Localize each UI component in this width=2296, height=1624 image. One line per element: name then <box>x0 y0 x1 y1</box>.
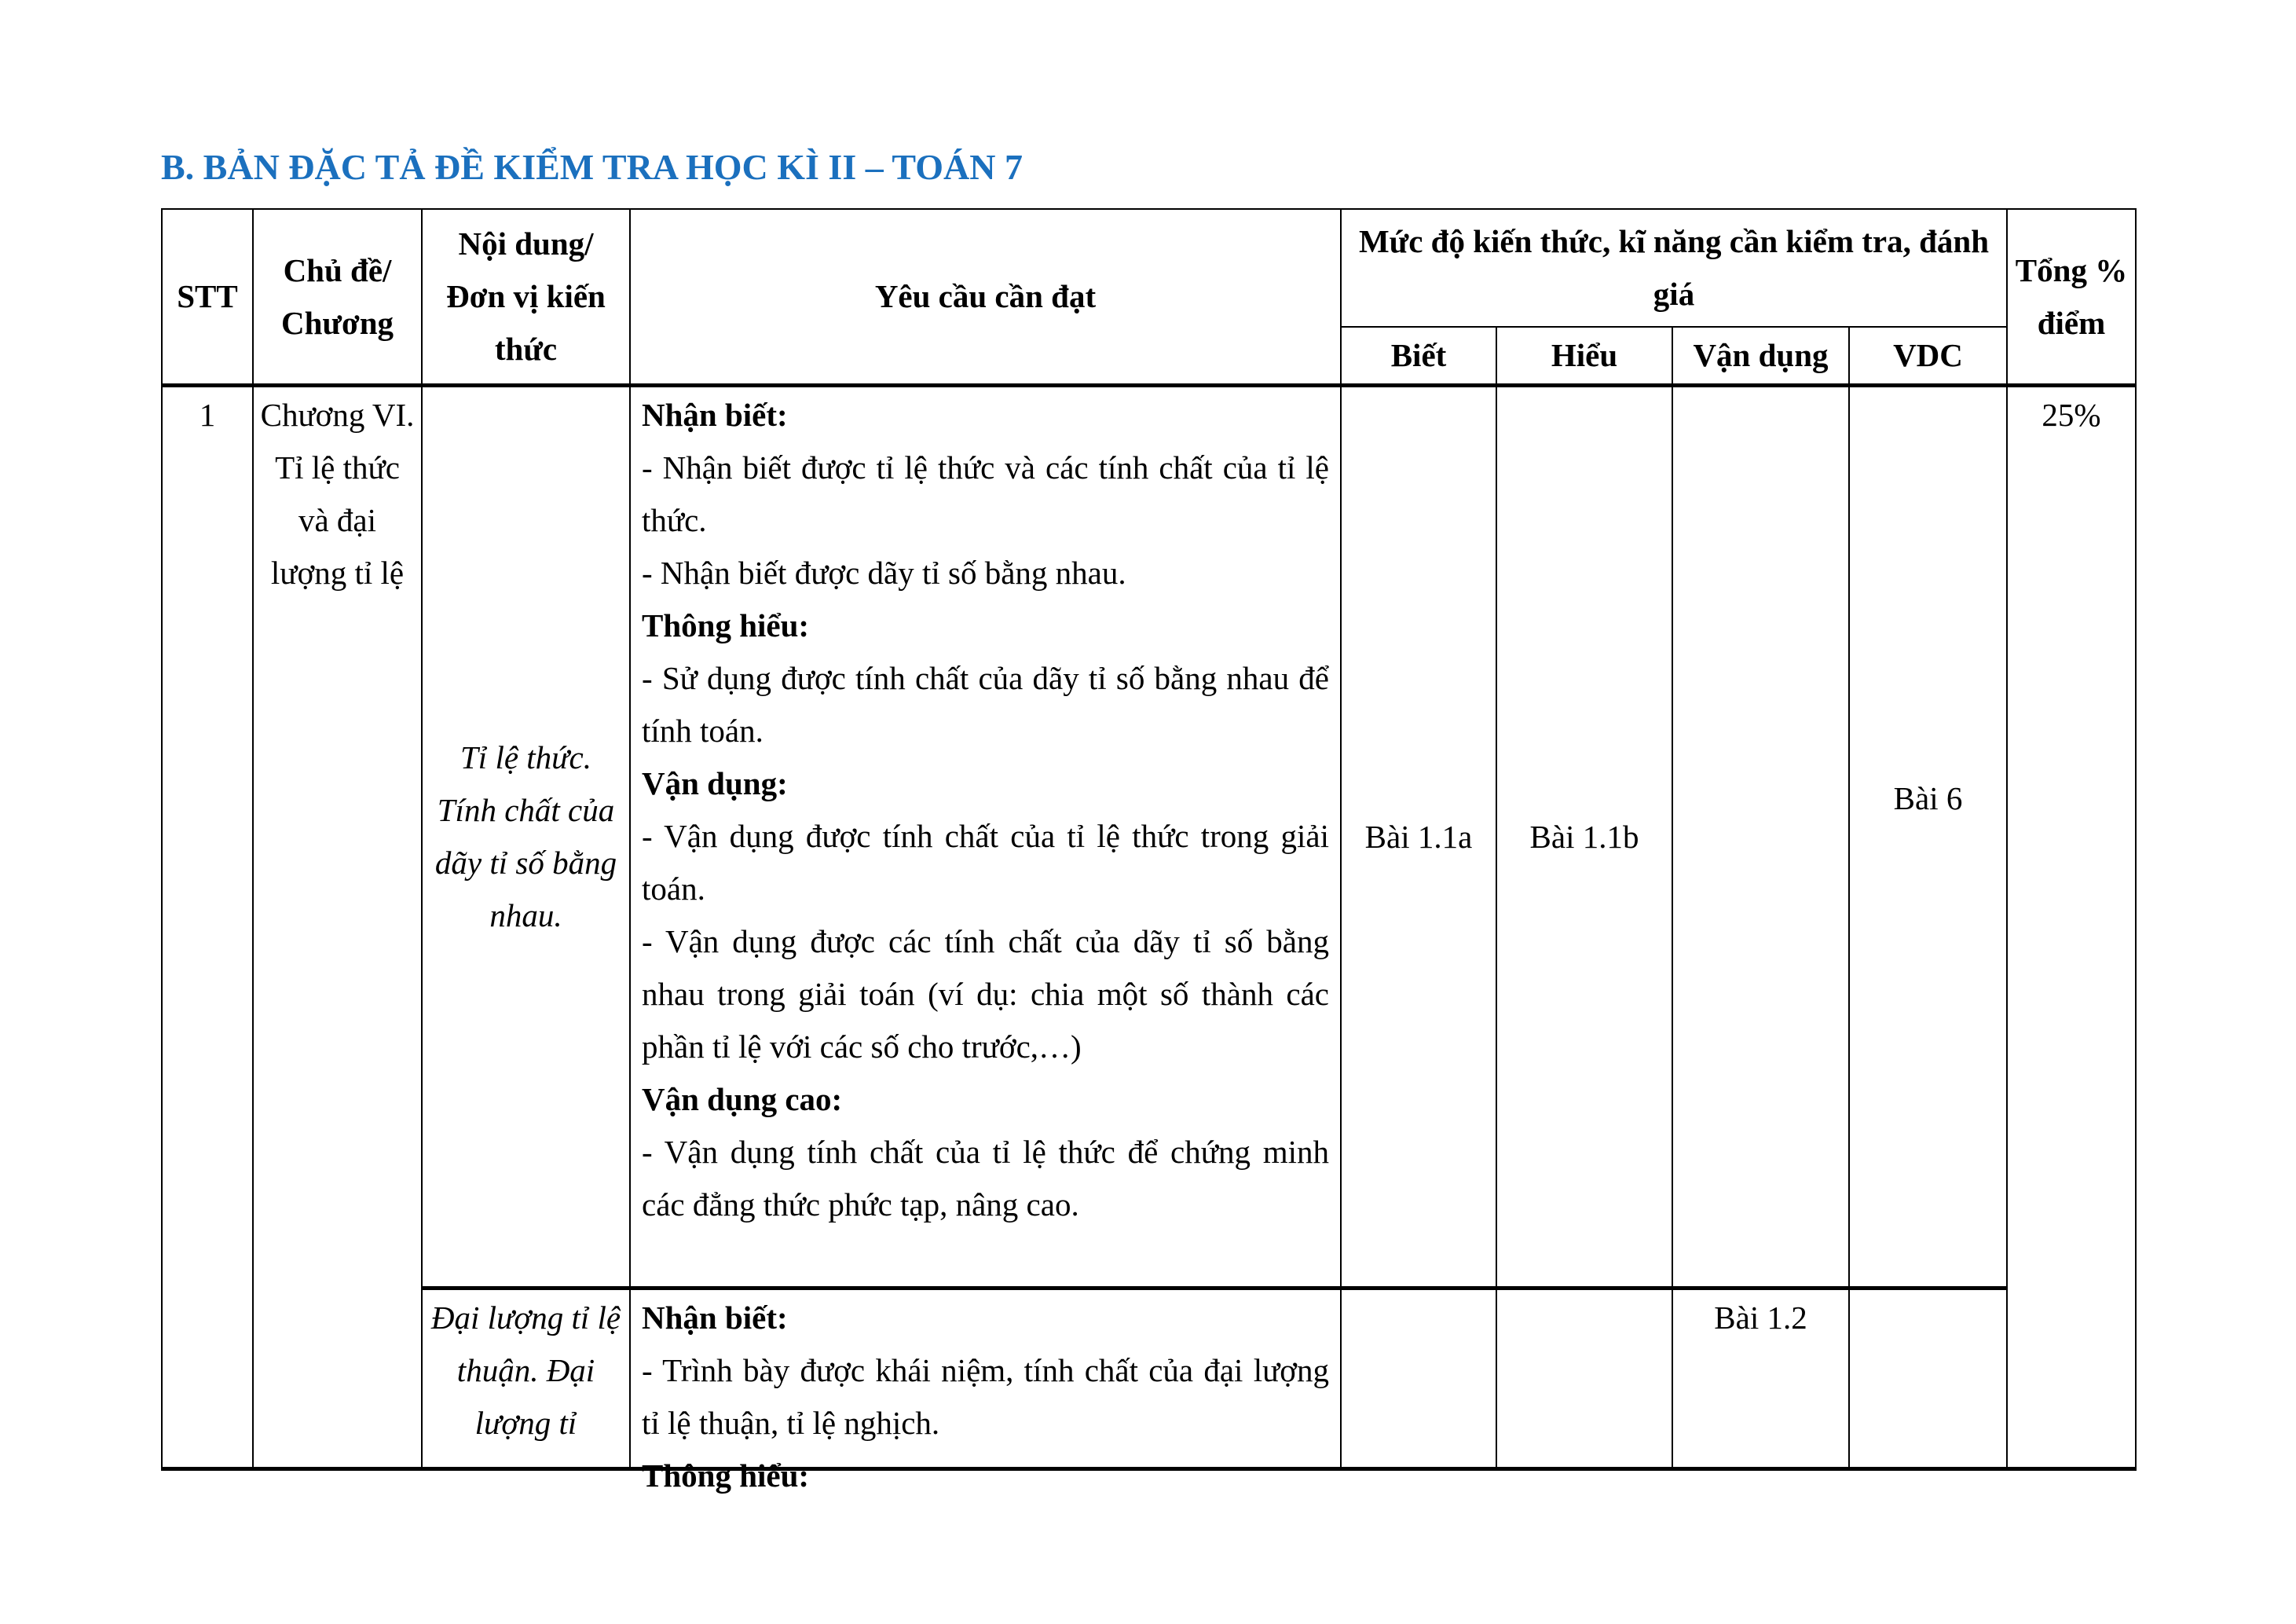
req-line: - Sử dụng được tính chất của dãy tỉ số bằng nhau để tính toán. <box>642 660 1329 749</box>
row2-content-cell <box>422 1289 630 1469</box>
row2-vdc-cell <box>1849 1289 2007 1469</box>
req-line: Nhận biết: <box>642 397 788 433</box>
row2-requirements-cell <box>630 1289 1341 1494</box>
header-requirement-cell: Yêu cầu cần đạt <box>630 209 1341 386</box>
row2-hieu-cell <box>1496 1289 1672 1469</box>
row-total-cell: 25% <box>2007 386 2136 1469</box>
spec-table <box>161 208 2137 1494</box>
header-levels-group-cell: Mức độ kiến thức, kĩ năng cần kiểm tra, đánh giá <box>1341 209 2007 327</box>
req-line: Thông hiểu: <box>642 1457 810 1494</box>
row2-requirements-clip <box>642 1292 1329 1494</box>
row1-vandung-cell <box>1672 386 1849 1289</box>
row1-hieu-cell: Bài 1.1b <box>1496 386 1672 1289</box>
req-line: - Nhận biết được tỉ lệ thức và các tính chất của tỉ lệ thức. <box>642 449 1329 538</box>
row1-vdc-cell: Bài 6 <box>1849 386 2007 1289</box>
req-line: - Vận dụng tính chất của tỉ lệ thức để chứng minh các đẳng thức phức tạp, nâng cao. <box>642 1134 1329 1223</box>
header-total-cell: Tổng % điểm <box>2007 209 2136 386</box>
req-line: Nhận biết: <box>642 1300 788 1336</box>
req-line: - Trình bày được khái niệm, tính chất của đại lượng tỉ lệ thuận, tỉ lệ nghịch. <box>642 1352 1329 1441</box>
row2-vandung-cell: Bài 1.2 <box>1672 1289 1849 1469</box>
header-level-hieu-cell: Hiểu <box>1496 327 1672 386</box>
header-topic-cell: Chủ đề/ Chương <box>253 209 422 386</box>
header-stt-cell: STT <box>162 209 253 386</box>
row2-content-clip: Đại lượng tỉ lệ thuận. Đại lượng tỉ <box>430 1300 621 1441</box>
row1-content-cell: Tỉ lệ thức. Tính chất của dãy tỉ số bằng nhau. <box>422 386 630 1289</box>
row-chapter-cell: Chương VI. Tỉ lệ thức và đại lượng tỉ lệ <box>253 386 422 1469</box>
header-level-vdc-cell: VDC <box>1849 327 2007 386</box>
row-index-cell: 1 <box>162 386 253 1469</box>
row1-requirements-cell <box>630 386 1341 1289</box>
req-line: - Nhận biết được dãy tỉ số bằng nhau. <box>642 555 1126 591</box>
header-content-cell: Nội dung/ Đơn vị kiến thức <box>422 209 630 386</box>
header-level-vandung-cell: Vận dụng <box>1672 327 1849 386</box>
req-line: Thông hiểu: <box>642 607 810 643</box>
header-level-biet-cell: Biết <box>1341 327 1496 386</box>
req-line: - Vận dụng được các tính chất của dãy tỉ số bằng nhau trong giải toán (ví dụ: chia một số thành các phần tỉ lệ với các số cho trước,…) <box>642 923 1329 1065</box>
row2-biet-cell <box>1341 1289 1496 1469</box>
req-line: Vận dụng: <box>642 765 788 801</box>
req-line: Vận dụng cao: <box>642 1081 843 1117</box>
row1-biet-cell: Bài 1.1a <box>1341 386 1496 1289</box>
req-line: - Vận dụng được tính chất của tỉ lệ thức trong giải toán. <box>642 818 1329 907</box>
requirements-text-block <box>642 389 1329 1285</box>
page-title: B. BẢN ĐẶC TẢ ĐỀ KIỂM TRA HỌC KÌ II – TOÁN 7 <box>161 147 1023 187</box>
